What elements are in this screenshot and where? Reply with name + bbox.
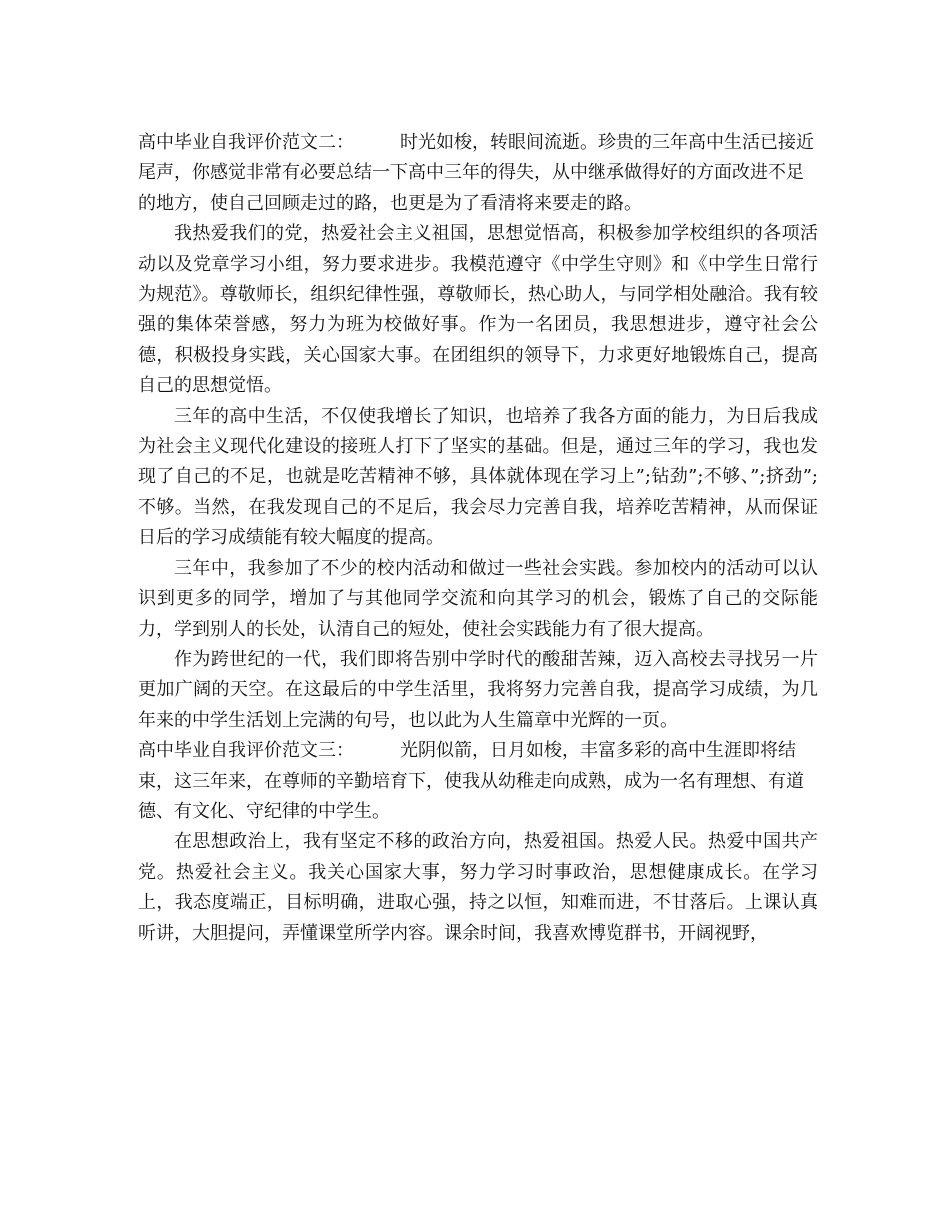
section-2-paragraph-2: 三年的高中生活，不仅使我增长了知识，也培养了我各方面的能力，为日后我成为社会主义现代化建设的接班人打下了坚实的基础。但是，通过三年的学习，我也发现了自己的不足，也就是吃苦精神不够，具体就体现在学习上”;钻劲”;不够、”;挤劲”;不够。当然，在我发现自己的不足后，我会尽力完善自我，培养吃苦精神，从而保证日后的学习成绩能有较大幅度的提高。 — [138, 405, 818, 549]
section-3-lead — [138, 736, 818, 827]
section-2-paragraph-4: 作为跨世纪的一代，我们即将告别中学时代的酸甜苦辣，迈入高校去寻找另一片更加广阔的天空。在这最后的中学生活里，我将努力完善自我，提高学习成绩，为几年来的中学生活划上完满的句号，也以此为人生篇章中光辉的一页。 — [138, 648, 818, 731]
section-2-paragraph-3: 三年中，我参加了不少的校内活动和做过一些社会实践。参加校内的活动可以认识到更多的同学，增加了与其他同学交流和向其学习的机会，锻炼了自己的交际能力，学到别人的长处，认清自己的短处，使社会实践能力有了很大提高。 — [138, 557, 818, 640]
section-3-lead-text: 光阴似箭，日月如梭，丰富多彩的高中生涯即将结束，这三年来，在尊师的辛勤培育下，使我从幼稚走向成熟，成为一名有理想、有道德、有文化、守纪律的中学生。 — [138, 740, 804, 822]
section-2-paragraph-1: 我热爱我们的党，热爱社会主义祖国，思想觉悟高，积极参加学校组织的各项活动以及党章学习小组，努力要求进步。我模范遵守《中学生守则》和《中学生日常行为规范》。尊敬师长，组织纪律性强，尊敬师长，热心助人，与同学相处融洽。我有较强的集体荣誉感，努力为班为校做好事。作为一名团员，我思想进步，遵守社会公德，积极投身实践，关心国家大事。在团组织的领导下，力求更好地锻炼自己，提高自己的思想觉悟。 — [138, 223, 818, 397]
section-3-heading: 高中毕业自我评价范文三： — [138, 740, 354, 762]
section-2-lead-text: 时光如梭，转眼间流逝。珍贵的三年高中生活已接近尾声，你感觉非常有必要总结一下高中三年的得失，从中继承做得好的方面改进不足的地方，使自己回顾走过的路，也更是为了看清将来要走的路。 — [138, 132, 814, 214]
document-page — [138, 128, 818, 949]
section-3-paragraph-1: 在思想政治上，我有坚定不移的政治方向，热爱祖国。热爱人民。热爱中国共产党。热爱社会主义。我关心国家大事，努力学习时事政治，思想健康成长。在学习上，我态度端正，目标明确，进取心强，持之以恒，知难而进，不甘落后。上课认真听讲，大胆提问，弄懂课堂所学内容。课余时间，我喜欢博览群书，开阔视野， — [138, 831, 818, 944]
section-2-heading: 高中毕业自我评价范文二： — [138, 132, 354, 153]
section-2-lead — [138, 128, 818, 219]
